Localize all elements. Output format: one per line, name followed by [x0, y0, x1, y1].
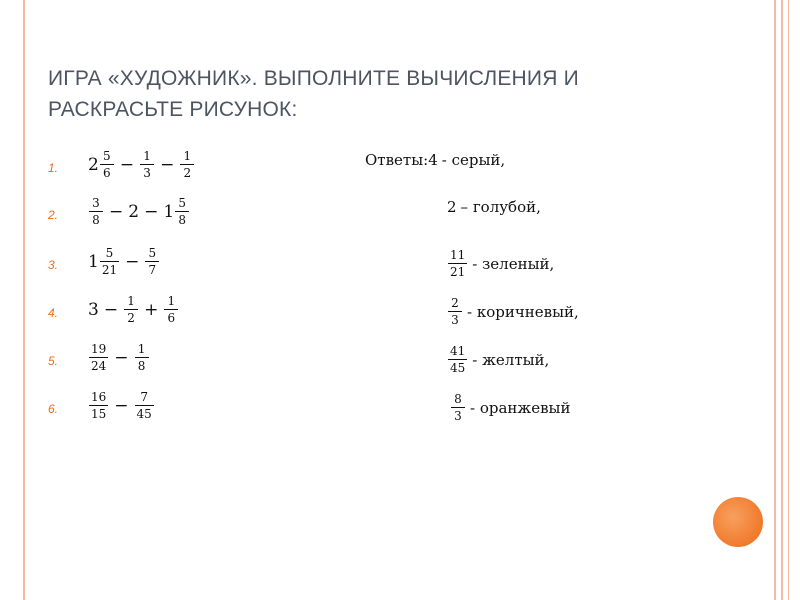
operator: −: [144, 201, 159, 222]
numerator: 1: [143, 149, 151, 163]
expression: [88, 294, 179, 325]
answer: [365, 151, 505, 169]
denominator: 3: [454, 409, 462, 423]
fraction-bar: [100, 164, 114, 165]
numerator: 1: [167, 294, 176, 308]
operator: +: [144, 299, 159, 320]
denominator: 6: [167, 311, 176, 325]
fraction-bar: [135, 357, 149, 358]
operator: −: [103, 299, 119, 320]
operator: −: [119, 154, 135, 175]
numerator: 5: [103, 149, 111, 163]
expression: [88, 342, 150, 373]
answer: [450, 392, 570, 423]
answer-color: - серый,: [441, 151, 506, 169]
fraction-bar: [135, 405, 154, 406]
fraction: [449, 296, 461, 327]
fraction: [146, 246, 158, 277]
operator: −: [109, 201, 124, 222]
fraction-bar: [145, 261, 159, 262]
exercise-row: [0, 242, 800, 286]
slide-title: [48, 63, 688, 125]
expression: [88, 246, 160, 277]
denominator: 3: [451, 313, 459, 327]
whole-part: 1: [163, 201, 175, 222]
decorative-orange-circle: [713, 497, 763, 547]
exercise-row: [0, 192, 800, 236]
denominator: 8: [178, 213, 186, 227]
item-number: 1.: [48, 161, 59, 175]
numerator: 3: [92, 196, 100, 210]
answer-value: 2: [447, 198, 457, 216]
numerator: 8: [454, 392, 462, 406]
fraction-bar: [89, 211, 103, 212]
operator: −: [160, 154, 175, 175]
denominator: 2: [127, 311, 135, 325]
answer-color: - зеленый,: [472, 254, 555, 273]
exercise-row: [0, 386, 800, 430]
numerator: 5: [148, 246, 157, 260]
answer-color: - желтый,: [472, 350, 550, 369]
fraction: [90, 342, 107, 373]
fraction-bar: [140, 164, 154, 165]
fraction-bar: [89, 357, 108, 358]
answers-label: Ответы:: [365, 151, 429, 169]
numerator: 11: [450, 248, 466, 262]
title-line-1: ИГРА «ХУДОЖНИК». ВЫПОЛНИТЕ ВЫЧИСЛЕНИЯ И: [48, 67, 579, 90]
denominator: 45: [450, 361, 466, 375]
expression: [88, 196, 190, 227]
numerator: 41: [450, 344, 466, 358]
answer: [447, 344, 549, 375]
exercise-row: [0, 145, 800, 189]
numerator: 7: [140, 390, 148, 404]
numerator: 2: [451, 296, 459, 310]
numerator: 1: [137, 342, 146, 356]
numerator: 5: [105, 246, 114, 260]
fraction: [449, 344, 466, 375]
fraction: [176, 196, 188, 227]
item-number: 6.: [48, 402, 59, 416]
exercise-row: [0, 290, 800, 334]
answer-color: – голубой,: [460, 198, 541, 216]
answer-value: 4: [428, 151, 438, 169]
fraction: [449, 248, 466, 279]
fraction-bar: [180, 164, 194, 165]
denominator: 21: [101, 263, 118, 277]
numerator: 19: [91, 342, 107, 356]
denominator: 45: [136, 407, 152, 421]
expression: [88, 390, 155, 421]
denominator: 8: [137, 359, 146, 373]
answer: [447, 198, 541, 216]
denominator: 8: [92, 213, 100, 227]
mixed-number: [88, 149, 115, 180]
fraction: [136, 342, 148, 373]
fraction-bar: [100, 261, 119, 262]
operator: −: [114, 395, 129, 416]
denominator: 24: [91, 359, 107, 373]
fraction: [125, 294, 137, 325]
denominator: 3: [143, 166, 151, 180]
numerator: 1: [183, 149, 192, 163]
fraction-bar: [124, 309, 138, 310]
answer: [447, 248, 554, 279]
numerator: 1: [127, 294, 135, 308]
item-number: 4.: [48, 306, 59, 320]
numerator: 16: [91, 390, 107, 404]
answer-color: - коричневый,: [467, 302, 579, 321]
exercise-row: [0, 338, 800, 382]
fraction-bar: [448, 311, 462, 312]
fraction-bar: [448, 359, 467, 360]
expression: [88, 149, 195, 180]
item-number: 2.: [48, 208, 59, 222]
denominator: 15: [91, 407, 107, 421]
fraction: [452, 392, 464, 423]
fraction: [136, 390, 153, 421]
mixed-number: [88, 246, 120, 277]
fraction: [141, 149, 153, 180]
fraction-bar: [448, 263, 467, 264]
whole-part: 2: [88, 154, 99, 175]
integer: 3: [88, 299, 99, 320]
answer: [447, 296, 579, 327]
fraction: [165, 294, 177, 325]
whole-part: 1: [88, 251, 99, 272]
denominator: 2: [183, 166, 192, 180]
denominator: 7: [148, 263, 157, 277]
mixed-number: [163, 196, 190, 227]
fraction: [101, 149, 113, 180]
fraction: [101, 246, 118, 277]
operator: −: [125, 251, 140, 272]
fraction-bar: [164, 309, 178, 310]
numerator: 5: [178, 196, 186, 210]
item-number: 3.: [48, 258, 59, 272]
fraction: [181, 149, 193, 180]
fraction-bar: [175, 211, 189, 212]
item-number: 5.: [48, 354, 59, 368]
fraction: [90, 196, 102, 227]
fraction-bar: [89, 405, 108, 406]
denominator: 21: [450, 265, 466, 279]
answer-color: - оранжевый: [470, 398, 571, 417]
fraction-bar: [451, 407, 465, 408]
title-line-2: РАСКРАСЬТЕ РИСУНОК:: [48, 98, 298, 121]
operator: −: [114, 347, 129, 368]
integer: 2: [128, 201, 140, 222]
denominator: 6: [103, 166, 111, 180]
fraction: [90, 390, 107, 421]
